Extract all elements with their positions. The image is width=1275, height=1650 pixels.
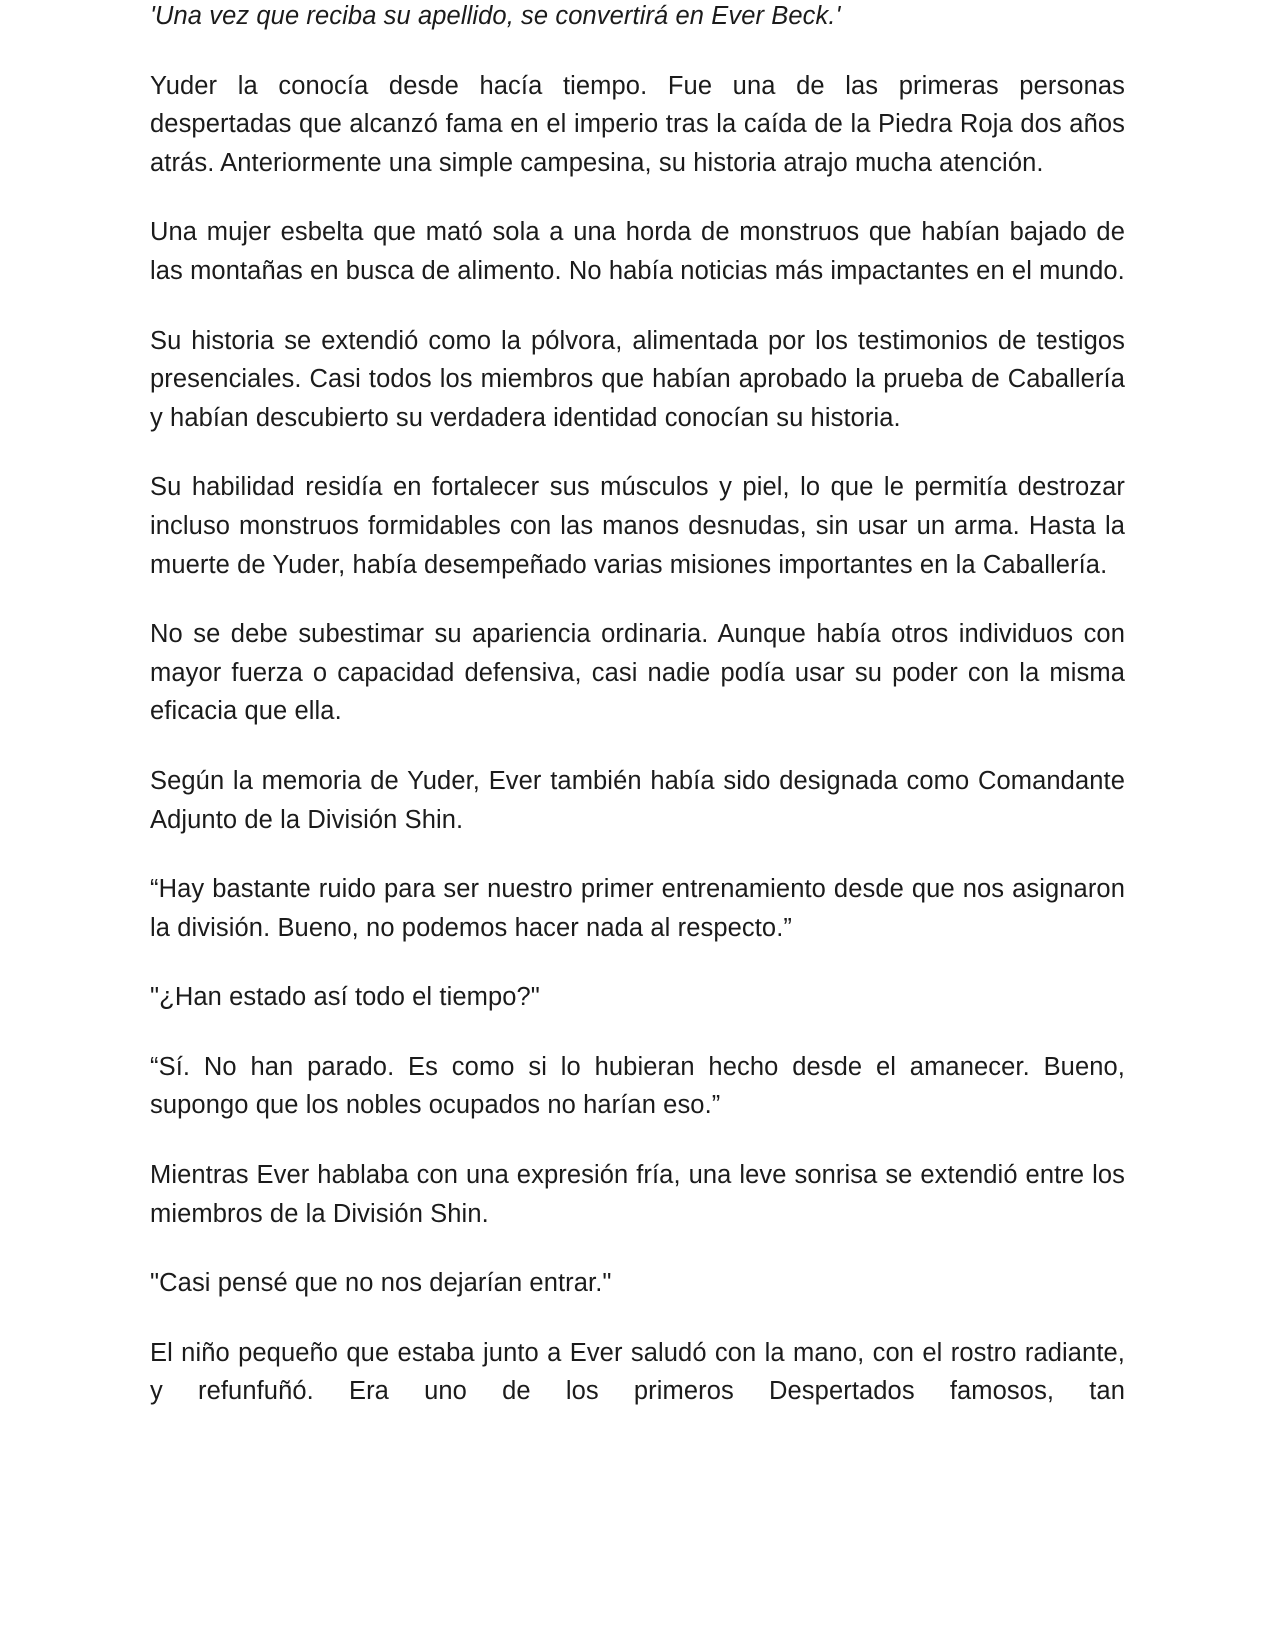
paragraph-8: “Hay bastante ruido para ser nuestro primer entrenamiento desde que nos asignaron la división. Bueno, no podemos hacer nada al respecto.” (150, 875, 1125, 942)
paragraph-4: Su historia se extendió como la pólvora, alimentada por los testimonios de testigos presenciales. Casi todos los miembros que habían aprobado la prueba de Caballería y habían descubierto su verdadera identidad conocían su historia. (150, 326, 1125, 432)
paragraph-6: No se debe subestimar su apariencia ordinaria. Aunque había otros individuos con mayor fuerza o capacidad defensiva, casi nadie podía usar su poder con la misma eficacia que ella. (150, 620, 1125, 726)
paragraph-3: Una mujer esbelta que mató sola a una horda de monstruos que habían bajado de las montañas en busca de alimento. No había noticias más impactantes en el mundo. (150, 218, 1125, 285)
document-page (150, 0, 1125, 1442)
paragraph-11: Mientras Ever hablaba con una expresión fría, una leve sonrisa se extendió entre los miembros de la División Shin. (150, 1161, 1125, 1228)
paragraph-2: Yuder la conocía desde hacía tiempo. Fue una de las primeras personas despertadas que alcanzó fama en el imperio tras la caída de la Piedra Roja dos años atrás. Anteriormente una simple campesina, su historia atrajo mucha atención. (150, 71, 1125, 177)
paragraph-10: “Sí. No han parado. Es como si lo hubieran hecho desde el amanecer. Bueno, supongo que los nobles ocupados no harían eso.” (150, 1052, 1125, 1120)
paragraph-1: 'Una vez que reciba su apellido, se convertirá en Ever Beck.' (150, 2, 841, 30)
paragraph-7: Según la memoria de Yuder, Ever también había sido designada como Comandante Adjunto de la División Shin. (150, 766, 1125, 834)
paragraph-12: "Casi pensé que no nos dejarían entrar." (150, 1269, 612, 1298)
paragraph-9: "¿Han estado así todo el tiempo?" (150, 983, 540, 1012)
paragraph-5: Su habilidad residía en fortalecer sus músculos y piel, lo que le permitía destrozar incluso monstruos formidables con las manos desnudas, sin usar un arma. Hasta la muerte de Yuder, había desempeñado varias misiones importantes en la Caballería. (150, 473, 1125, 579)
paragraph-13: El niño pequeño que estaba junto a Ever saludó con la mano, con el rostro radiante, y refunfuñó. Era uno de los primeros Despertados famosos, tan (150, 1338, 1125, 1406)
